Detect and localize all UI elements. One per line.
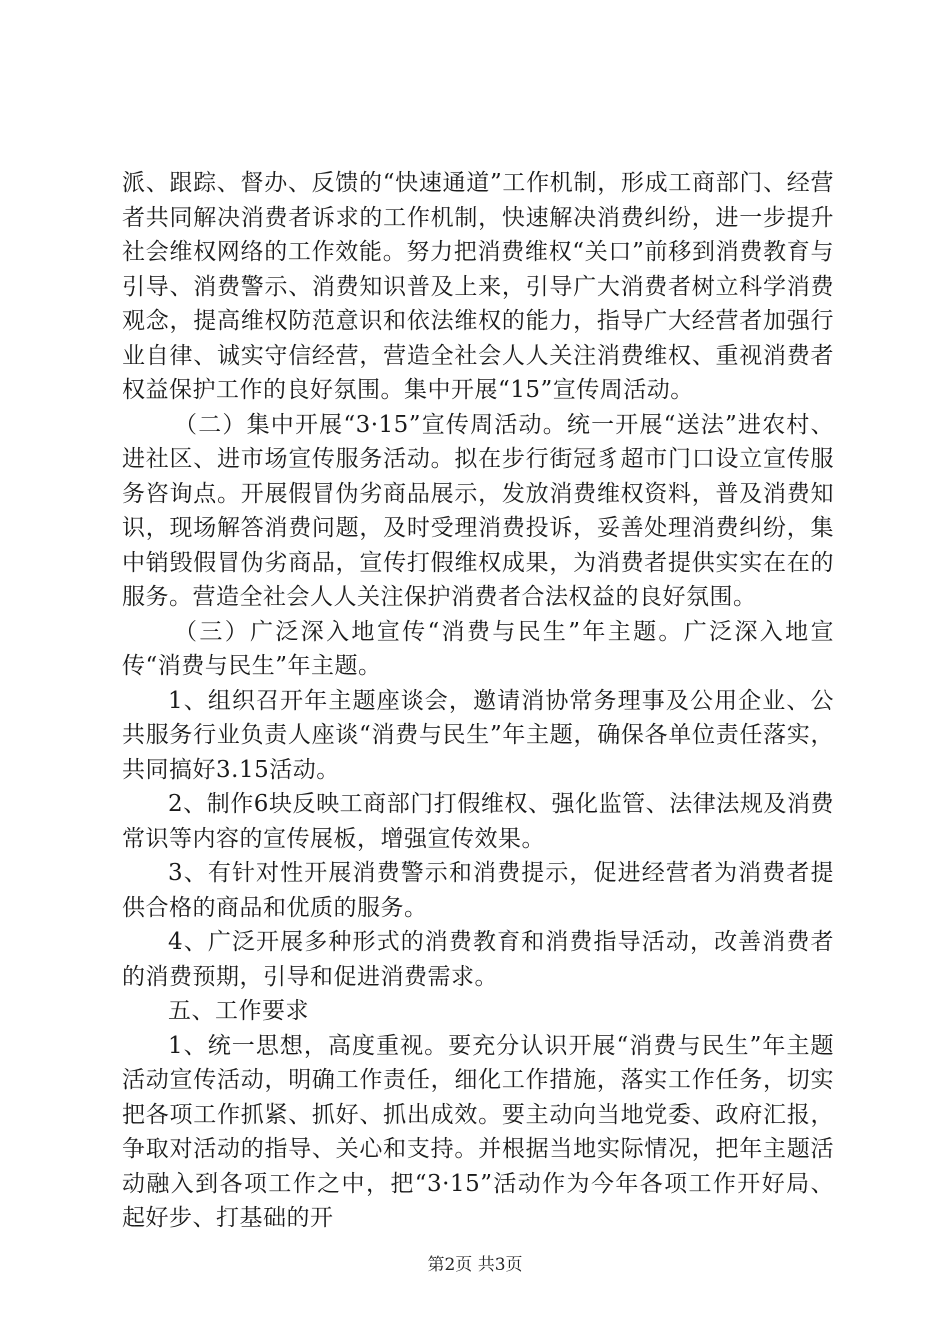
paragraph-item-3: 3、有针对性开展消费警示和消费提示，促进经营者为消费者提供合格的商品和优质的服务。: [122, 860, 834, 921]
paragraph-requirement-1: 1、统一思想，高度重视。要充分认识开展“消费与民生”年主题活动宣传活动，明确工作责任，细化工作措施，落实工作任务，切实把各项工作抓紧、抓好、抓出成效。要主动向当地党委、政府汇报，争取对活动的指导、关心和支持。并根据当地实际情况，把年主题活动融入到各项工作之中，把“3·15”活动作为今年各项工作开好局、起好步、打基础的开: [122, 1032, 834, 1231]
paragraph-item-2: 2、制作6块反映工商部门打假维权、强化监管、法律法规及消费常识等内容的宣传展板，增强宣传效果。: [122, 791, 834, 852]
section-heading-five: 五、工作要求: [168, 998, 309, 1024]
paragraph-item-1: 1、组织召开年主题座谈会，邀请消协常务理事及公用企业、公共服务行业负责人座谈“消费与民生”年主题，确保各单位责任落实，共同搞好3.15活动。: [122, 687, 834, 783]
page-footer: 第2页 共3页: [427, 1255, 523, 1275]
document-body: [122, 166, 834, 1236]
paragraph-section-two: （二）集中开展“3·15”宣传周活动。统一开展“送法”进农村、进社区、进市场宣传服务活动。拟在步行街冠豸超市门口设立宣传服务咨询点。开展假冒伪劣商品展示，发放消费维权资料，普及消费知识，现场解答消费问题，及时受理消费投诉，妥善处理消费纠纷，集中销毁假冒伪劣商品，宣传打假维权成果，为消费者提供实实在在的服务。营造全社会人人关注保护消费者合法权益的良好氛围。: [122, 411, 834, 610]
paragraph-item-4: 4、广泛开展多种形式的消费教育和消费指导活动，改善消费者的消费预期，引导和促进消费需求。: [122, 929, 834, 990]
paragraph-continuation: 派、跟踪、督办、反馈的“快速通道”工作机制，形成工商部门、经营者共同解决消费者诉求的工作机制，快速解决消费纠纷，进一步提升社会维权网络的工作效能。努力把消费维权“关口”前移到消费教育与引导、消费警示、消费知识普及上来，引导广大消费者树立科学消费观念，提高维权防范意识和依法维权的能力，指导广大经营者加强行业自律、诚实守信经营，营造全社会人人关注消费维权、重视消费者权益保护工作的良好氛围。集中开展“15”宣传周活动。: [122, 170, 834, 403]
paragraph-section-three: （三）广泛深入地宣传“消费与民生”年主题。广泛深入地宣传“消费与民生”年主题。: [122, 618, 834, 679]
